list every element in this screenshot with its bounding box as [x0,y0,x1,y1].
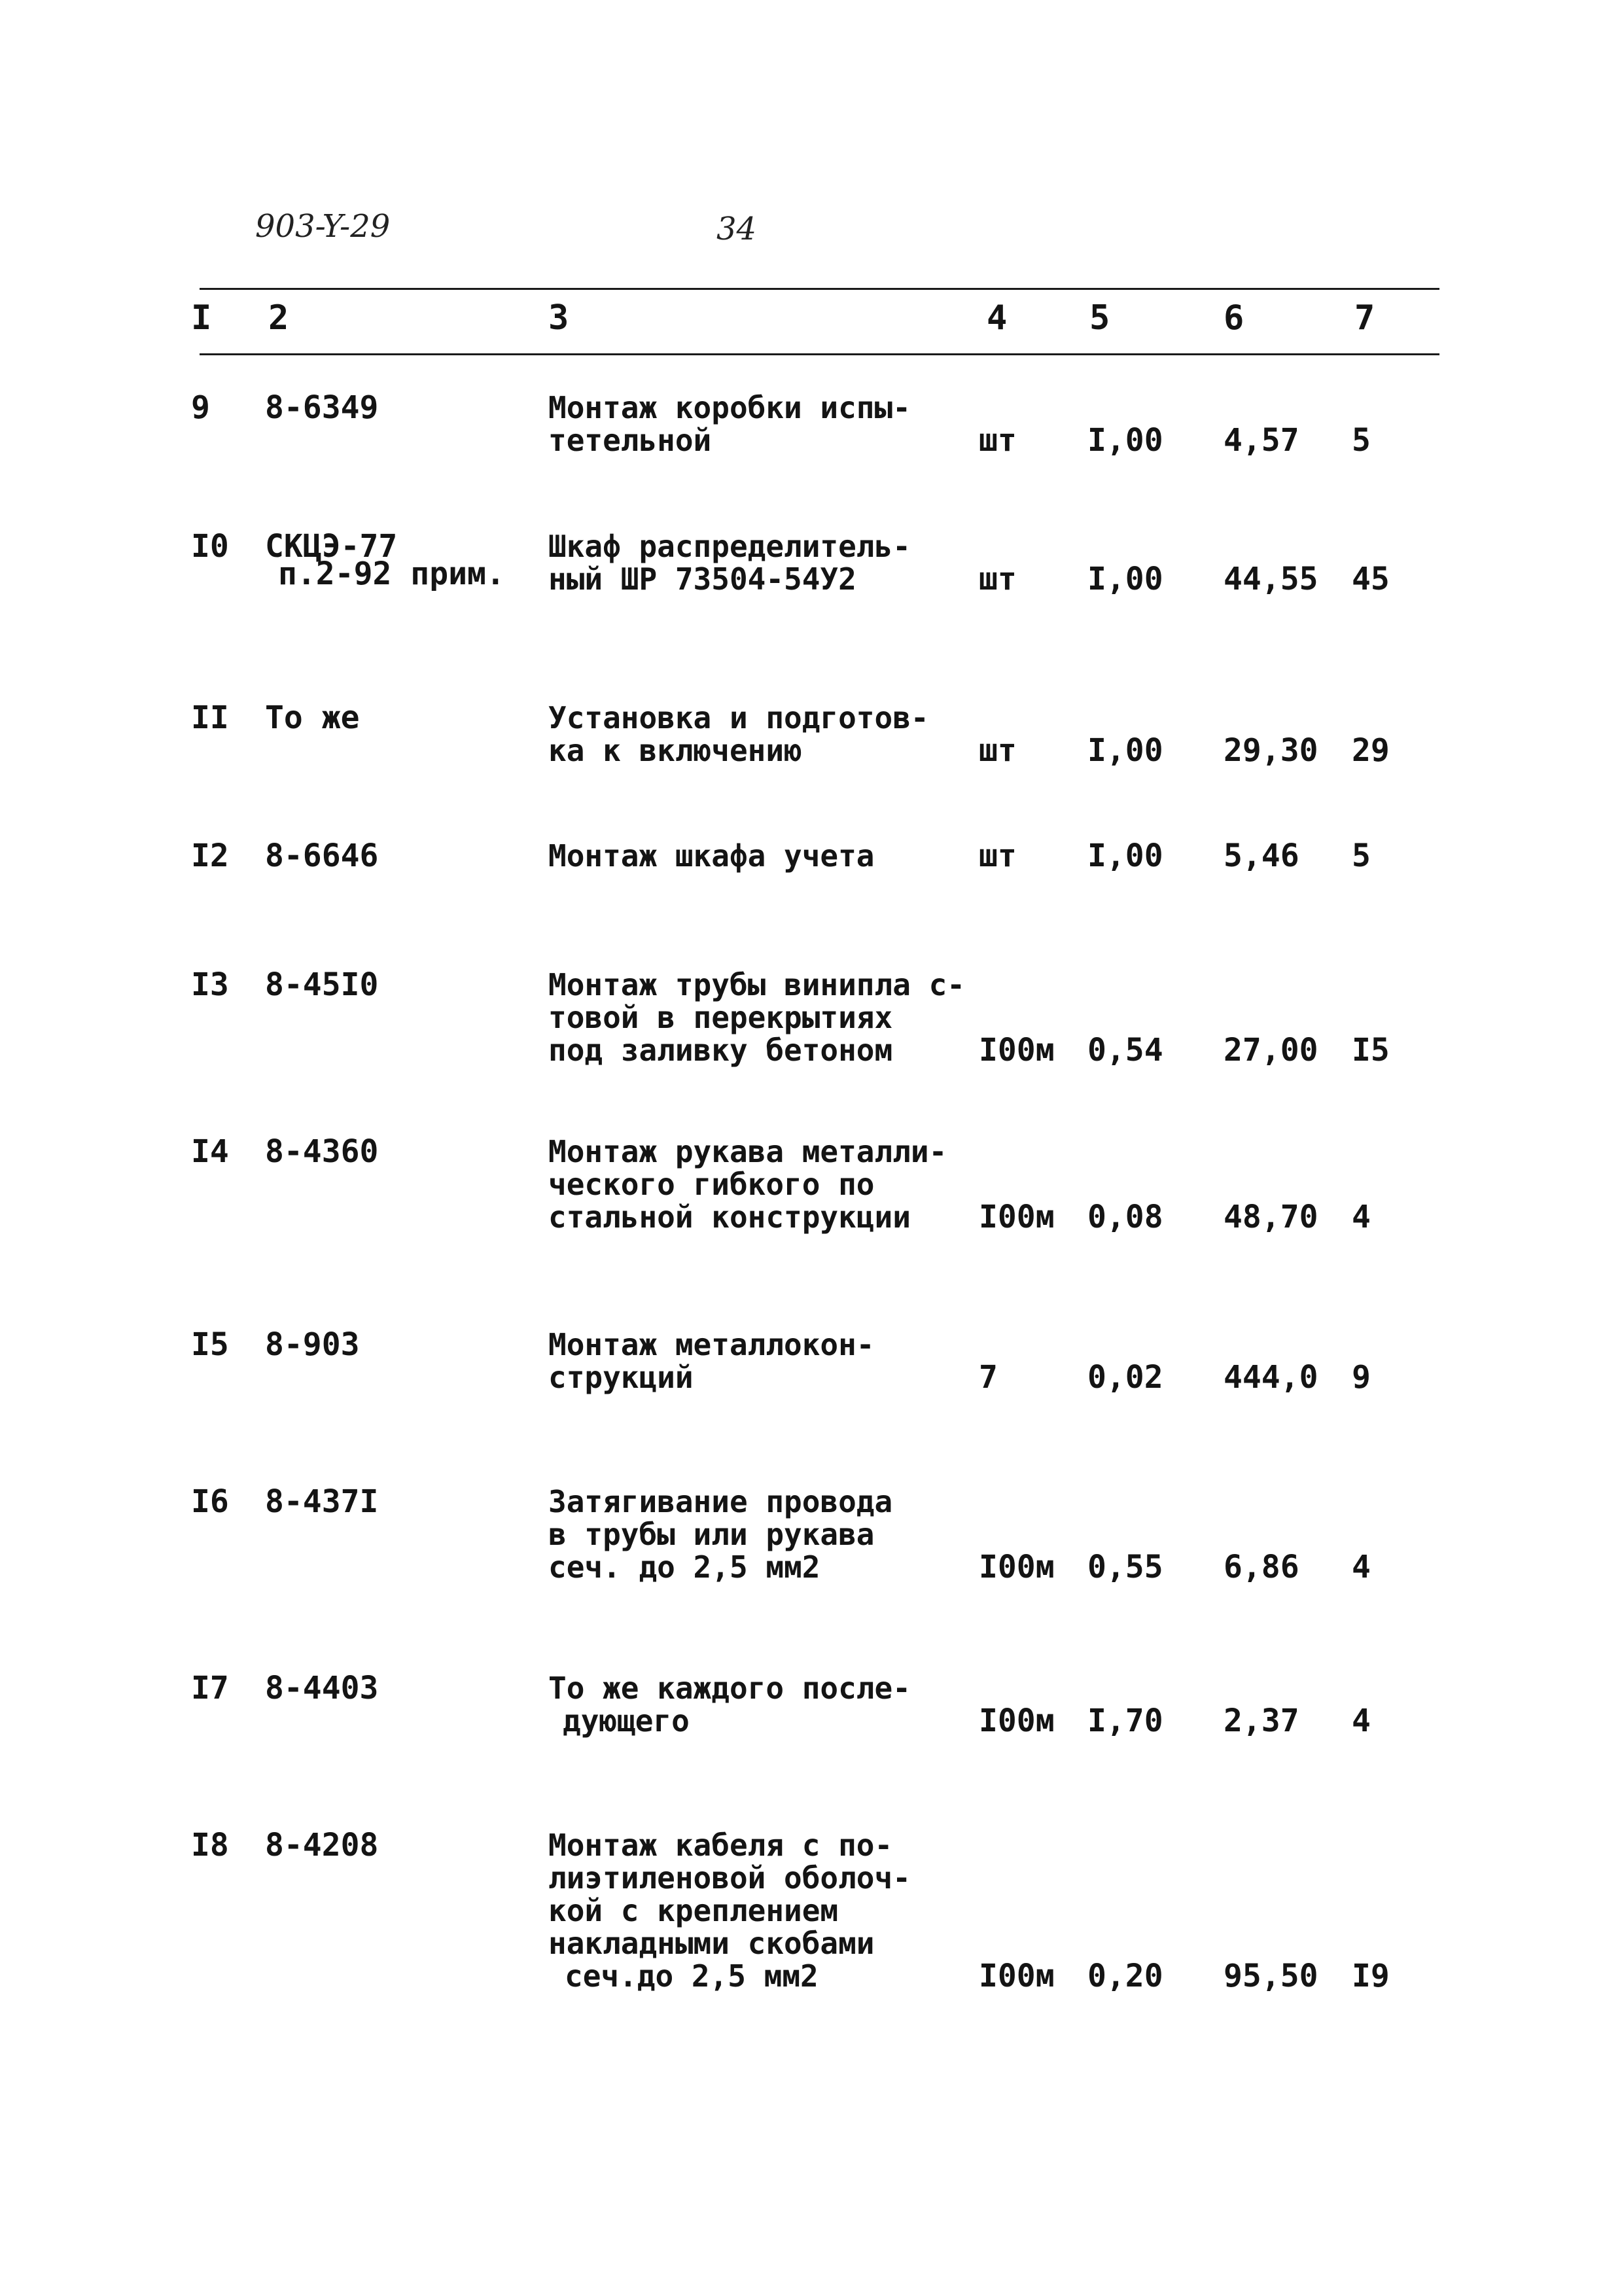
work-description-line: дующего [563,1703,690,1739]
work-description-line: Монтаж трубы винипла с- [548,967,965,1002]
total: 5 [1352,422,1371,459]
page-number: 34 [716,211,757,247]
total: 4 [1352,1703,1371,1739]
column-header-4: 4 [987,298,1008,338]
unit-price: 29,30 [1224,732,1318,769]
unit: шт [979,732,1017,769]
unit-price: 95,50 [1224,1958,1318,1994]
unit-price: 44,55 [1224,561,1318,597]
unit: шт [979,422,1017,459]
work-description-line: ка к включению [548,733,802,768]
column-header-2: 2 [268,298,289,338]
work-description-line: лиэтиленовой оболоч- [548,1860,911,1896]
unit: 7 [979,1359,998,1396]
column-header-6: 6 [1224,298,1244,338]
total: 4 [1352,1549,1371,1585]
norm-code: 8-6349 [265,389,379,426]
work-description-line: Монтаж рукава металли- [548,1134,947,1169]
work-description-line: под заливку бетоном [548,1033,893,1068]
column-header-1: I [191,298,212,338]
total: I9 [1352,1958,1390,1994]
total: I5 [1352,1032,1390,1069]
work-description-line: сеч.до 2,5 мм2 [565,1958,819,1994]
unit: шт [979,561,1017,597]
total: 9 [1352,1359,1371,1396]
norm-code: СКЦЭ-77 [265,528,398,565]
row-number: I5 [191,1326,229,1363]
row-number: I3 [191,966,229,1003]
unit-price: 4,57 [1224,422,1299,459]
unit-price: 48,70 [1224,1199,1318,1235]
quantity: I,70 [1087,1703,1163,1739]
total: 4 [1352,1199,1371,1235]
unit: I00м [979,1958,1055,1994]
unit-price: 6,86 [1224,1549,1299,1585]
quantity: 0,20 [1087,1958,1163,1994]
column-header-5: 5 [1089,298,1110,338]
work-description-line: Монтаж коробки испы- [548,390,911,425]
table-top-rule [200,288,1439,290]
row-number: I4 [191,1133,229,1170]
work-description-line: Установка и подготов- [548,700,929,735]
work-description-line: кой с креплением [548,1893,839,1928]
unit: I00м [979,1549,1055,1585]
quantity: I,00 [1087,838,1163,874]
norm-code-note: п.2-92 прим. [278,556,505,592]
column-header-3: 3 [548,298,569,338]
unit-price: 2,37 [1224,1703,1299,1739]
work-description-line: сеч. до 2,5 мм2 [548,1549,820,1585]
row-number: I8 [191,1827,229,1863]
work-description-line: Монтаж металлокон- [548,1327,875,1362]
unit: I00м [979,1032,1055,1069]
norm-code: 8-4208 [265,1827,379,1863]
column-header-7: 7 [1354,298,1375,338]
work-description-line: То же каждого после- [548,1670,911,1706]
total: 29 [1352,732,1390,769]
norm-code: 8-437I [265,1483,379,1520]
norm-code: 8-4403 [265,1670,379,1706]
quantity: 0,02 [1087,1359,1163,1396]
quantity: 0,55 [1087,1549,1163,1585]
work-description-line: Монтаж кабеля с по- [548,1828,893,1863]
quantity: I,00 [1087,422,1163,459]
work-description-line: накладными скобами [548,1926,875,1961]
norm-code: 8-45I0 [265,966,379,1003]
unit-price: 27,00 [1224,1032,1318,1069]
row-number: 9 [191,389,210,426]
work-description-line: Шкаф распределитель- [548,529,911,564]
norm-code: 8-4360 [265,1133,379,1170]
work-description-line: тетельной [548,423,712,458]
unit: шт [979,838,1017,874]
work-description-line: ческого гибкого по [548,1167,875,1202]
quantity: 0,54 [1087,1032,1163,1069]
row-number: I0 [191,528,229,565]
work-description-line: Затягивание провода [548,1484,893,1519]
work-description-line: товой в перекрытиях [548,1000,893,1035]
unit-price: 444,0 [1224,1359,1318,1396]
unit-price: 5,46 [1224,838,1299,874]
work-description-line: ный ШР 73504-54У2 [548,561,856,597]
row-number: II [191,699,229,736]
quantity: I,00 [1087,732,1163,769]
document-code: 903-Y-29 [255,208,391,245]
norm-code: 8-6646 [265,838,379,874]
norm-code: То же [265,699,360,736]
table-header-rule [200,353,1439,355]
row-number: I6 [191,1483,229,1520]
unit: I00м [979,1199,1055,1235]
quantity: 0,08 [1087,1199,1163,1235]
work-description-line: струкций [548,1360,694,1395]
norm-code: 8-903 [265,1326,360,1363]
work-description-line: Монтаж шкафа учета [548,838,875,874]
unit: I00м [979,1703,1055,1739]
work-description-line: в трубы или рукава [548,1517,875,1552]
row-number: I7 [191,1670,229,1706]
total: 45 [1352,561,1390,597]
row-number: I2 [191,838,229,874]
quantity: I,00 [1087,561,1163,597]
work-description-line: стальной конструкции [548,1199,911,1235]
total: 5 [1352,838,1371,874]
